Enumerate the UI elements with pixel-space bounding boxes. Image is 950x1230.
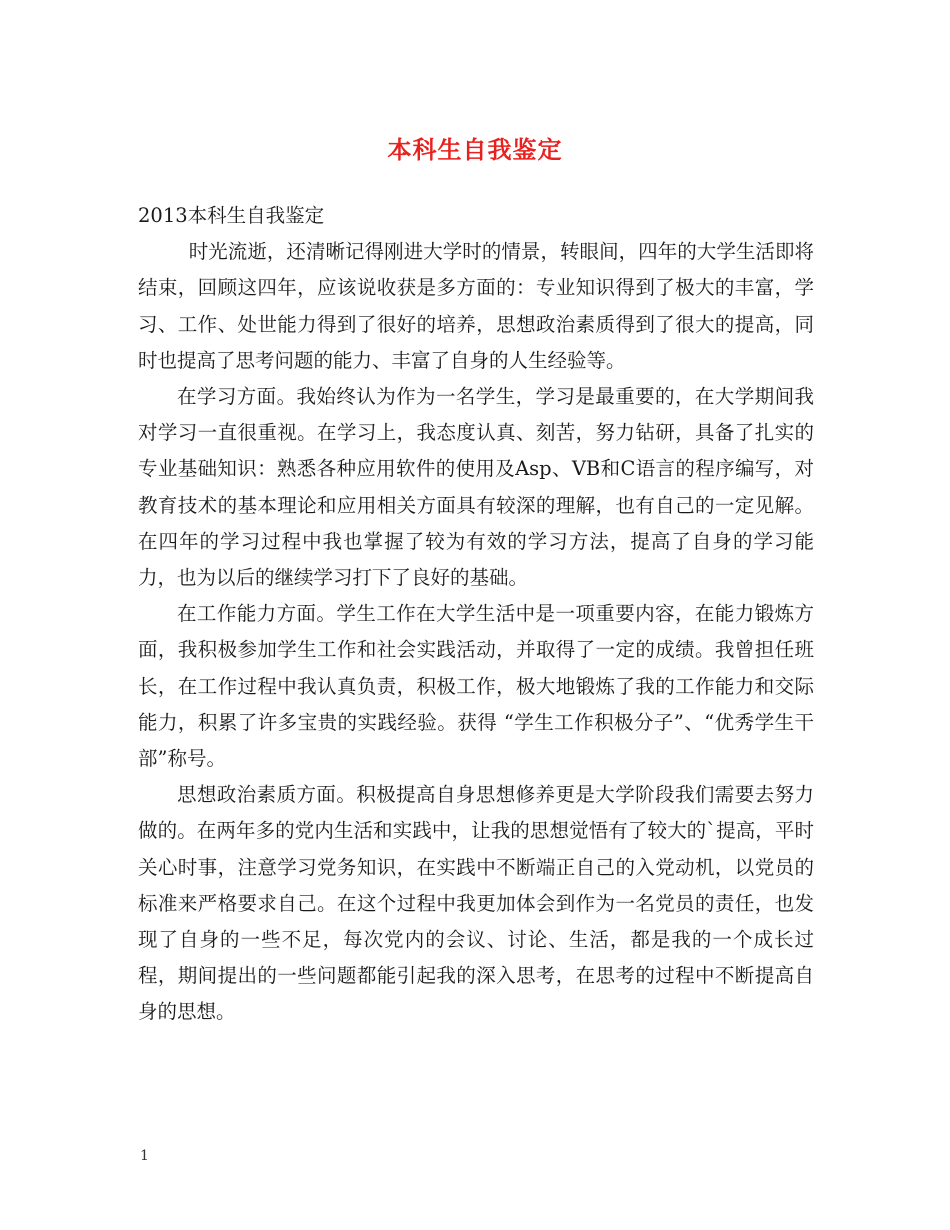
paragraph-intro: 时光流逝，还清晰记得刚进大学时的情景，转眼间，四年的大学生活即将结束，回顾这四年，应该说收获是多方面的：专业知识得到了极大的丰富，学习、工作、处世能力得到了很好的培养，思想政治素质得到了很大的提高，同时也提高了思考问题的能力、丰富了自身的人生经验等。 (138, 240, 814, 372)
document-subtitle: 2013本科生自我鉴定 (138, 204, 325, 227)
paragraph-work: 在工作能力方面。学生工作在大学生活中是一项重要内容，在能力锻炼方面，我积极参加学生工作和社会实践活动，并取得了一定的成绩。我曾担任班长，在工作过程中我认真负责，积极工作，极大地锻炼了我的工作能力和交际能力，积累了许多宝贵的实践经验。获得 “学生工作积极分子”、“优秀学生干部”称号。 (138, 602, 814, 771)
document-body (138, 198, 814, 1031)
document-title: 本科生自我鉴定 (387, 136, 563, 164)
page-number: 1 (140, 1148, 149, 1164)
paragraph-politics: 思想政治素质方面。积极提高自身思想修养更是大学阶段我们需要去努力做的。在两年多的党内生活和实践中，让我的思想觉悟有了较大的`提高，平时关心时事，注意学习党务知识，在实践中不断端正自己的入党动机，以党员的标准来严格要求自己。在这个过程中我更加体会到作为一名党员的责任，也发现了自身的一些不足，每次党内的会议、讨论、生活，都是我的一个成长过程，期间提出的一些问题都能引起我的深入思考，在思考的过程中不断提高自身的思想。 (138, 783, 814, 1024)
paragraph-study: 在学习方面。我始终认为作为一名学生，学习是最重要的，在大学期间我对学习一直很重视。在学习上，我态度认真、刻苦，努力钻研，具备了扎实的专业基础知识：熟悉各种应用软件的使用及Asp、VB和C语言的程序编写，对教育技术的基本理论和应用相关方面具有较深的理解，也有自己的一定见解。在四年的学习过程中我也掌握了较为有效的学习方法，提高了自身的学习能力，也为以后的继续学习打下了良好的基础。 (138, 385, 814, 590)
